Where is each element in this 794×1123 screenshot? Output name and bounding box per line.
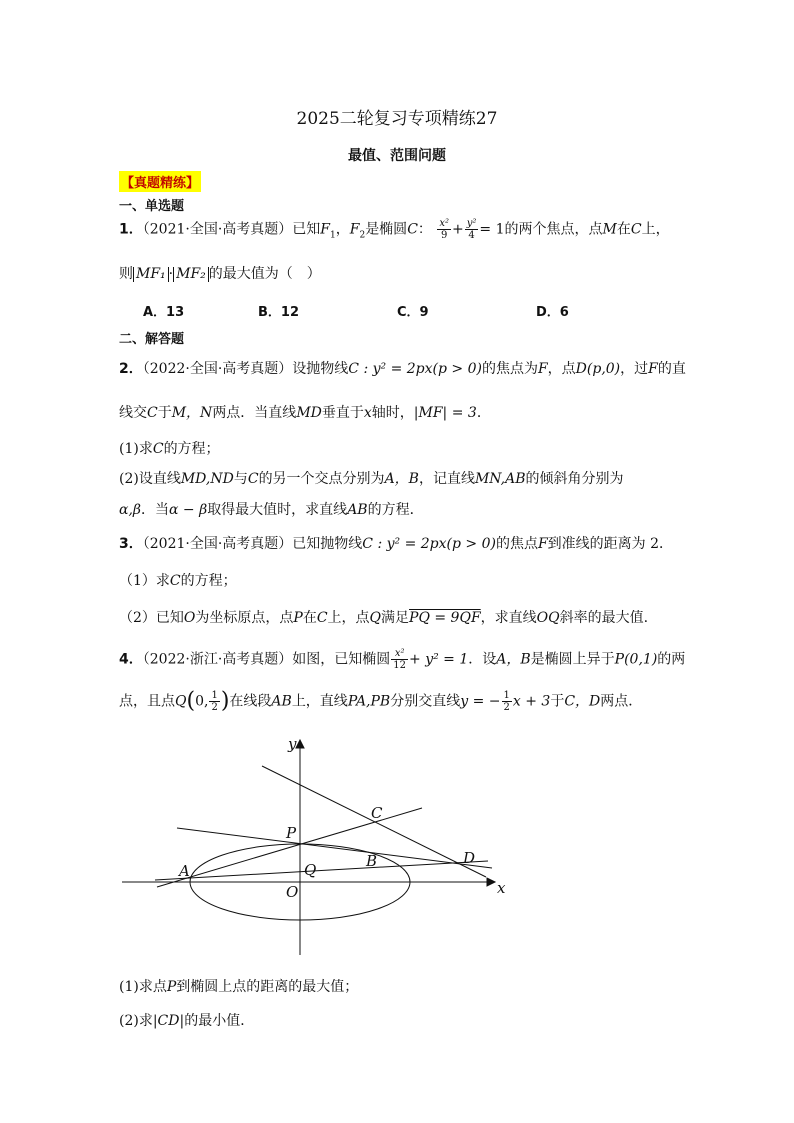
line-ab bbox=[155, 861, 488, 880]
question-4-line-1: 4．（2022·浙江·高考真题）如图，已知椭圆 $\frac{\text{x²}}{12}$ + y² = 1．设A，B是椭圆上异于P(0,1)的两 bbox=[119, 648, 686, 671]
page-subtitle: 最值、范围问题 bbox=[348, 148, 446, 164]
section-heading-solution: 二、解答题 bbox=[119, 332, 185, 347]
question-4-line-2: 点，且点Q(0, $\frac{1}{2}$ )在线段AB上，直线PA,PB分别交直线y = − $\frac{1}{2}$ x + 3于C，D两点． bbox=[119, 688, 643, 714]
question-3-part-2: （2）已知O为坐标原点，点P在C上，点Q满足PQ = 9QF，求直线OQ斜率的最大值. bbox=[119, 610, 649, 626]
label-d: D bbox=[463, 849, 476, 867]
section-heading-single-choice: 一、单选题 bbox=[119, 199, 185, 214]
fraction-y2-over-4: $\frac{\text{y²}}{4}$ bbox=[466, 218, 477, 241]
label-b: B bbox=[366, 852, 378, 870]
question-2-part-2-line-1: (2)设直线MD,ND与C的另一个交点分别为A，B，记直线MN,AB的倾斜角分别为 bbox=[119, 471, 624, 487]
fraction-x2-over-9: $\frac{\text{x²}}{9}$ bbox=[439, 218, 450, 241]
choice-b[interactable]: B．12 bbox=[258, 305, 299, 320]
question-2-part-2-line-2: α,β．当α − β取得最大值时，求直线AB的方程． bbox=[119, 502, 424, 518]
choice-d[interactable]: D．6 bbox=[536, 305, 569, 320]
label-a: A bbox=[179, 862, 190, 880]
choice-c[interactable]: C．9 bbox=[397, 305, 429, 320]
question-1-line-2: 则 MF₁ · MF₂ 的最大值为（ ） bbox=[119, 266, 321, 282]
question-4-part-1: (1)求点P到椭圆上点的距离的最大值； bbox=[119, 979, 359, 995]
choice-a[interactable]: A．13 bbox=[143, 305, 185, 320]
question-2-line-1: 2．（2022·全国·高考真题）设抛物线C : y² = 2px(p > 0)的焦点为F，点D(p,0)，过F的直 bbox=[119, 361, 686, 377]
label-q: Q bbox=[304, 861, 317, 879]
y-axis-arrow bbox=[296, 740, 304, 748]
question-4-part-2: (2)求|CD|的最小值． bbox=[119, 1013, 255, 1029]
label-o: O bbox=[286, 883, 299, 901]
fraction-one-half-q: $\frac{1}{2}$ bbox=[211, 690, 218, 713]
fraction-x2-over-12: $\frac{\text{x²}}{12}$ bbox=[393, 648, 407, 671]
label-x: x bbox=[497, 879, 506, 897]
section-tag: 【真题精练】 bbox=[119, 171, 201, 192]
label-y: y bbox=[288, 735, 297, 753]
question-2-part-1: (1)求C的方程； bbox=[119, 441, 220, 457]
label-p: P bbox=[286, 824, 297, 842]
fraction-one-half-line: $\frac{1}{2}$ bbox=[503, 690, 510, 713]
page-title: 2025二轮复习专项精练27 bbox=[296, 109, 498, 129]
label-c: C bbox=[371, 804, 383, 822]
x-axis-arrow bbox=[487, 878, 495, 886]
question-3-part-1: （1）求C的方程； bbox=[119, 573, 237, 589]
question-2-line-2: 线交C于M，N两点．当直线MD垂直于x轴时，|MF| = 3． bbox=[119, 405, 491, 421]
question-1-line-1: 1．（2021·全国·高考真题）已知$F_1$，$F_2$是椭圆C： $\frac{\text{x²}}{9}$ + $\frac{\text{y²}}{4}$ = 1的两个焦点，点M在C上， bbox=[119, 218, 670, 241]
question-3-line-1: 3．（2021·全国·高考真题）已知抛物线C : y² = 2px(p > 0)的焦点F到准线的距离为 2． bbox=[119, 536, 674, 552]
